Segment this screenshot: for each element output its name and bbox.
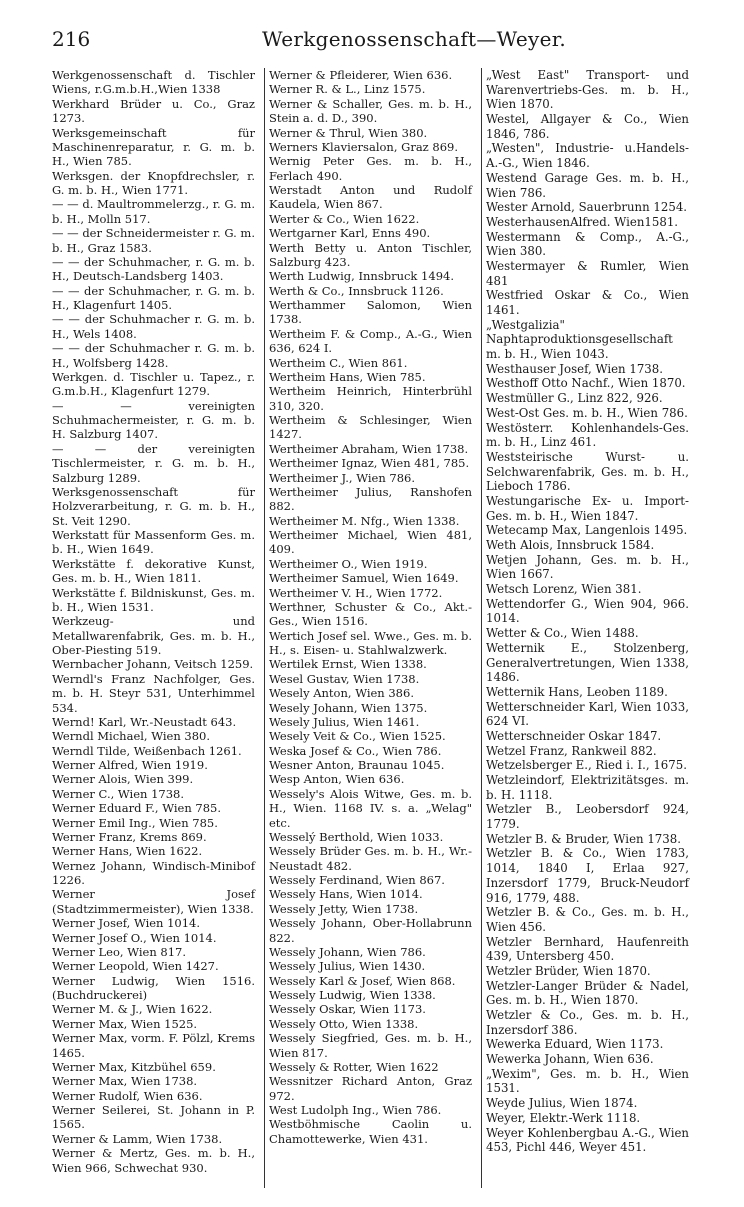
directory-entry: Wetzler B. & Co., Ges. m. b. H., Wien 456.: [486, 905, 689, 934]
directory-entry: Westhauser Josef, Wien 1738.: [486, 361, 663, 376]
directory-entry: Werners Klaviersalon, Graz 869.: [269, 139, 458, 154]
directory-entry: „Wexim", Ges. m. b. H., Wien 1531.: [486, 1066, 689, 1096]
directory-entry: Wernbacher Johann, Veitsch 1259.: [52, 657, 254, 672]
directory-entry: Werkzeug- und Metallwarenfabrik, Ges. m. b. H., Ober-Piesting 519.: [52, 614, 255, 657]
directory-entry: „Westen", Industrie- u.Handels-A.-G., Wien 1846.: [486, 141, 689, 171]
directory-entry: Weyde Julius, Wien 1874.: [486, 1096, 638, 1111]
directory-entry: Weyer, Elektr.-Werk 1118.: [486, 1110, 641, 1125]
directory-entry: Werthner, Schuster & Co., Akt.-Ges., Wien 1516.: [269, 599, 472, 629]
directory-entry: Wertheim C., Wien 861.: [269, 355, 408, 370]
directory-entry: Werkhard Brüder u. Co., Graz 1273.: [52, 96, 255, 126]
directory-entry: Wesp Anton, Wien 636.: [269, 772, 405, 787]
directory-entry: Wetzler B. & Co., Wien 1783, 1014, 1840 I, Erlaa 927, Inzersdorf 1779, Bruck-Neudorf 916, 1779, 488.: [486, 846, 689, 905]
directory-entry: Werner Max, Wien 1525.: [52, 1016, 198, 1031]
directory-entry: Wetzel Franz, Rankweil 882.: [486, 743, 657, 758]
directory-entry: Wertheim F. & Comp., A.-G., Wien 636, 624 I.: [269, 326, 472, 356]
directory-entry: Werner Leopold, Wien 1427.: [52, 959, 219, 974]
directory-entry: Wester Arnold, Sauerbrunn 1254.: [486, 200, 688, 215]
directory-entry: Werkstätte f. dekorative Kunst, Ges. m. b. H., Wien 1811.: [52, 556, 255, 586]
directory-entry: Wetzler-Langer Brüder & Nadel, Ges. m. b. H., Wien 1870.: [486, 978, 689, 1008]
directory-entry: Werner Ludwig, Wien 1516. (Buchdruckerei): [52, 973, 255, 1002]
directory-entry: Wesel Gustav, Wien 1738.: [269, 671, 420, 686]
directory-entry: Wesner Anton, Braunau 1045.: [269, 758, 445, 772]
directory-entry: „Westgalizia" Naphtaproduktionsgesellschaft m. b. H., Wien 1043.: [486, 317, 673, 362]
directory-entry: Wernd! Karl, Wr.-Neustadt 643.: [52, 714, 237, 729]
directory-entry: Wessely Ludwig, Wien 1338.: [269, 988, 436, 1002]
directory-entry: Werndl Tilde, Weißenbach 1261.: [52, 743, 242, 758]
directory-entry: Westhoff Otto Nachf., Wien 1870.: [486, 376, 686, 391]
directory-entry: Wesely Johann, Wien 1375.: [269, 700, 428, 715]
directory-entry: Werner Josef, Wien 1014.: [52, 916, 201, 931]
directory-entry: Wettendorfer G., Wien 904, 966. 1014.: [486, 596, 689, 626]
directory-entry: Wessely Oskar, Wien 1173.: [269, 1002, 426, 1017]
directory-entry: Wessely Ferdinand, Wien 867.: [269, 873, 445, 887]
directory-entry: Wessely Johann, Wien 786.: [269, 944, 426, 959]
directory-entry: Westmüller G., Linz 822, 926.: [486, 391, 663, 406]
directory-entry: Werkstatt für Massenform Ges. m. b. H., Wien 1649.: [52, 528, 255, 557]
directory-entry: Wertilek Ernst, Wien 1338.: [269, 657, 427, 672]
directory-entry: Wetternik E., Stolzenberg, Generalvertretungen, Wien 1338, 1486.: [486, 640, 689, 685]
directory-entry: Wessely's Alois Witwe, Ges. m. b. H., Wien. 1168 IV. s. a. „Welag" etc.: [269, 786, 472, 830]
directory-entry: — — der Schneidermeister r. G. m. b. H., Graz 1583.: [52, 226, 255, 255]
directory-entry: Werner R. & L., Linz 1575.: [269, 82, 426, 97]
directory-entry: Westend Garage Ges. m. b. H., Wien 786.: [486, 170, 689, 200]
directory-entry: Werner Alfred, Wien 1919.: [52, 758, 208, 772]
directory-entry: — — vereinigten Schuhmachermeister, r. G. m. b. H. Salzburg 1407.: [52, 398, 255, 442]
directory-entry: Wewerka Eduard, Wien 1173.: [486, 1037, 664, 1052]
directory-entry: Wessnitzer Richard Anton, Graz 972.: [269, 1074, 472, 1103]
directory-entry: Wetecamp Max, Langenlois 1495.: [486, 523, 688, 538]
directory-entry: Wessely Otto, Wien 1338.: [269, 1016, 419, 1031]
directory-entry: Weska Josef & Co., Wien 786.: [269, 743, 442, 758]
directory-entry: Wetterschneider Oskar 1847.: [486, 728, 662, 743]
directory-entry: Wertheimer M. Nfg., Wien 1338.: [269, 513, 460, 528]
directory-entry: Werth Ludwig, Innsbruck 1494.: [269, 269, 454, 284]
directory-entry: — — der Schuhmacher r. G. m. b. H., Wolfsberg 1428.: [52, 341, 255, 370]
page-header: [52, 24, 684, 54]
directory-entry: Werner & Thrul, Wien 380.: [269, 125, 428, 140]
directory-entry: Wesely Veit & Co., Wien 1525.: [269, 729, 446, 744]
directory-entry: Werndl's Franz Nachfolger, Ges. m. b. H. Steyr 531, Unterhimmel 534.: [52, 671, 255, 715]
directory-entry: Werth & Co., Innsbruck 1126.: [269, 283, 444, 298]
directory-entry: Wesely Anton, Wien 386.: [269, 686, 414, 701]
directory-entry: Werner M. & J., Wien 1622.: [52, 1002, 213, 1017]
directory-entry: Wernez Johann, Windisch-Minibof 1226.: [52, 858, 255, 887]
directory-entry: Wetzleindorf, Elektrizitätsges. m. b. H. 1118.: [486, 773, 689, 802]
directory-entry: Westermann & Comp., A.-G., Wien 380.: [486, 229, 689, 259]
page-number: 216: [52, 27, 91, 51]
directory-entry: Wertheimer Julius, Ranshofen 882.: [269, 484, 472, 514]
directory-entry: Wertheimer V. H., Wien 1772.: [269, 585, 443, 600]
directory-entry: — — der vereinigten Tischlermeister, r. G. m. b. H., Salzburg 1289.: [52, 441, 255, 485]
directory-entry: — — der Schuhmacher, r. G. m. b. H., Klagenfurt 1405.: [52, 283, 255, 312]
directory-entry: Wetzler B. & Bruder, Wien 1738.: [486, 831, 681, 846]
directory-entry: Wessely & Rotter, Wien 1622: [269, 1059, 439, 1074]
directory-entry: Wernig Peter Ges. m. b. H., Ferlach 490.: [269, 154, 472, 183]
directory-entry: Westermayer & Rumler, Wien 481: [486, 258, 689, 288]
directory-entry: Weststeirische Wurst- u. Selchwarenfabrik, Ges. m. b. H., Lieboch 1786.: [486, 449, 689, 494]
directory-entry: Wessely Karl & Josef, Wien 868.: [269, 973, 456, 988]
directory-entry: Wessely Brüder Ges. m. b. H., Wr.-Neustadt 482.: [269, 844, 472, 873]
column-3: [481, 68, 692, 1188]
column-1: [52, 68, 258, 1188]
directory-entry: Werksgen. der Knopfdrechsler, r. G. m. b. H., Wien 1771.: [52, 168, 255, 197]
directory-entry: Werner Rudolf, Wien 636.: [52, 1088, 203, 1103]
directory-entry: Westel, Allgayer & Co., Wien 1846, 786.: [486, 112, 689, 141]
directory-entry: Wetzelsberger E., Ried i. I., 1675.: [486, 758, 687, 773]
directory-entry: Wertgarner Karl, Enns 490.: [269, 226, 431, 241]
directory-entry: Werksgemeinschaft für Maschinenreparatur, r. G. m. b. H., Wien 785.: [52, 125, 255, 169]
directory-entry: Wesselý Berthold, Wien 1033.: [269, 829, 444, 844]
directory-entry: Werthammer Salomon, Wien 1738.: [269, 298, 472, 327]
directory-entry: Wertheim Hans, Wien 785.: [269, 369, 426, 384]
directory-entry: Wetjen Johann, Ges. m. b. H., Wien 1667.: [486, 552, 689, 582]
directory-entry: Westfried Oskar & Co., Wien 1461.: [486, 288, 689, 317]
directory-entry: Westösterr. Kohlenhandels-Ges. m. b. H., Linz 461.: [486, 420, 689, 450]
directory-entry: Werner Josef O., Wien 1014.: [52, 930, 217, 945]
directory-entry: Werner & Mertz, Ges. m. b. H., Wien 966, Schwechat 930.: [52, 1146, 255, 1175]
directory-entry: Werner & Lamm, Wien 1738.: [52, 1131, 223, 1146]
running-title: Werkgenossenschaft—Weyer.: [262, 27, 567, 51]
directory-entry: Werkgenossenschaft d. Tischler Wiens, r.G.m.b.H.,Wien 1338: [52, 68, 255, 97]
directory-entry: Werner Seilerei, St. Johann in P. 1565.: [52, 1103, 255, 1132]
directory-entry: Wessely Johann, Ober-Hollabrunn 822.: [269, 916, 472, 945]
directory-entry: Wertheimer Ignaz, Wien 481, 785.: [269, 456, 470, 471]
directory-entry: Wertheimer Samuel, Wien 1649.: [269, 571, 459, 586]
directory-entry: Wetter & Co., Wien 1488.: [486, 626, 639, 641]
directory-entry: West Ludolph Ing., Wien 786.: [269, 1103, 442, 1117]
directory-entry: WesterhausenAlfred. Wien1581.: [486, 214, 679, 229]
directory-entry: Werner Max, Wien 1738.: [52, 1074, 198, 1089]
directory-entry: „West East" Transport- und Warenvertriebs-Ges. m. b. H., Wien 1870.: [486, 68, 689, 112]
directory-entry: Werner Max, Kitzbühel 659.: [52, 1059, 216, 1074]
directory-entry: Werstadt Anton und Rudolf Kaudela, Wien 867.: [269, 183, 472, 212]
directory-entry: Westböhmische Caolin u. Chamottewerke, Wien 431.: [269, 1117, 472, 1146]
directory-entry: Wertich Josef sel. Wwe., Ges. m. b. H., s. Eisen- u. Stahlwalzwerk.: [269, 628, 472, 657]
directory-entry: Wessely Hans, Wien 1014.: [269, 887, 423, 902]
directory-entry: Wertheim & Schlesinger, Wien 1427.: [269, 413, 472, 442]
directory-entry: Wetzler & Co., Ges. m. b. H., Inzersdorf 386.: [486, 1008, 689, 1037]
directory-entry: Werner & Schaller, Ges. m. b. H., Stein a. d. D., 390.: [269, 96, 472, 126]
directory-entry: West-Ost Ges. m. b. H., Wien 786.: [486, 405, 688, 420]
directory-entry: Werner C., Wien 1738.: [52, 786, 184, 801]
directory-entry: Werndl Michael, Wien 380.: [52, 729, 211, 744]
directory-entry: Wertheimer Abraham, Wien 1738.: [269, 441, 469, 456]
directory-entry: Wetzler Bernhard, Haufenreith 439, Untersberg 450.: [486, 934, 689, 964]
directory-entry: Werner Josef (Stadtzimmermeister), Wien 1338.: [52, 887, 255, 916]
directory-entry: Wertheim Heinrich, Hinterbrühl 310, 320.: [269, 384, 472, 413]
directory-entry: Werner Leo, Wien 817.: [52, 944, 186, 959]
directory-entry: Werner Franz, Krems 869.: [52, 829, 207, 844]
directory-entry: Werth Betty u. Anton Tischler, Salzburg 423.: [269, 240, 472, 269]
directory-entry: Wesely Julius, Wien 1461.: [269, 714, 420, 729]
directory-entry: Werner Eduard F., Wien 785.: [52, 801, 222, 816]
directory-entry: Werner Hans, Wien 1622.: [52, 844, 203, 859]
directory-entry: Wewerka Johann, Wien 636.: [486, 1052, 654, 1067]
column-2: [264, 68, 475, 1188]
directory-entry: Wessely Julius, Wien 1430.: [269, 959, 426, 974]
directory-entry: Wertheimer Michael, Wien 481, 409.: [269, 528, 472, 557]
directory-entry: Wertheimer O., Wien 1919.: [269, 556, 428, 571]
directory-entry: Wetterschneider Karl, Wien 1033, 624 VI.: [486, 699, 689, 729]
directory-entry: Werkgen. d. Tischler u. Tapez., r. G.m.b.H., Klagenfurt 1279.: [52, 369, 255, 399]
directory-columns: [52, 68, 692, 1188]
directory-entry: Werner Max, vorm. F. Pölzl, Krems 1465.: [52, 1031, 255, 1060]
directory-entry: Weyer Kohlenbergbau A.-G., Wien 453, Pichl 446, Weyer 451.: [486, 1125, 689, 1155]
directory-entry: Werter & Co., Wien 1622.: [269, 211, 420, 226]
directory-entry: Westungarische Ex- u. Import-Ges. m. b. H., Wien 1847.: [486, 493, 689, 523]
directory-entry: Werner & Pfleiderer, Wien 636.: [269, 68, 453, 82]
directory-entry: Wetsch Lorenz, Wien 381.: [486, 582, 642, 597]
directory-entry: Wessely Jetty, Wien 1738.: [269, 901, 419, 916]
directory-entry: Wessely Siegfried, Ges. m. b. H., Wien 817.: [269, 1031, 472, 1060]
directory-entry: Weth Alois, Innsbruck 1584.: [486, 538, 655, 552]
directory-entry: — — der Schuhmacher, r. G. m. b. H., Deutsch-Landsberg 1403.: [52, 254, 255, 284]
directory-entry: Wetzler B., Leobersdorf 924, 1779.: [486, 802, 689, 832]
directory-entry: Werkstätte f. Bildniskunst, Ges. m. b. H., Wien 1531.: [52, 585, 255, 614]
directory-entry: Werksgenossenschaft für Holzverarbeitung, r. G. m. b. H., St. Veit 1290.: [52, 484, 255, 528]
directory-entry: Wertheimer J., Wien 786.: [269, 470, 416, 485]
directory-entry: Wetzler Brüder, Wien 1870.: [486, 963, 651, 978]
directory-entry: — — d. Maultrommelerzg., r. G. m. b. H., Molln 517.: [52, 197, 255, 226]
directory-entry: Wetternik Hans, Leoben 1189.: [486, 684, 668, 699]
directory-entry: Werner Alois, Wien 399.: [52, 772, 194, 787]
directory-entry: Werner Emil Ing., Wien 785.: [52, 815, 218, 830]
directory-entry: — — der Schuhmacher r. G. m. b. H., Wels 1408.: [52, 312, 255, 341]
